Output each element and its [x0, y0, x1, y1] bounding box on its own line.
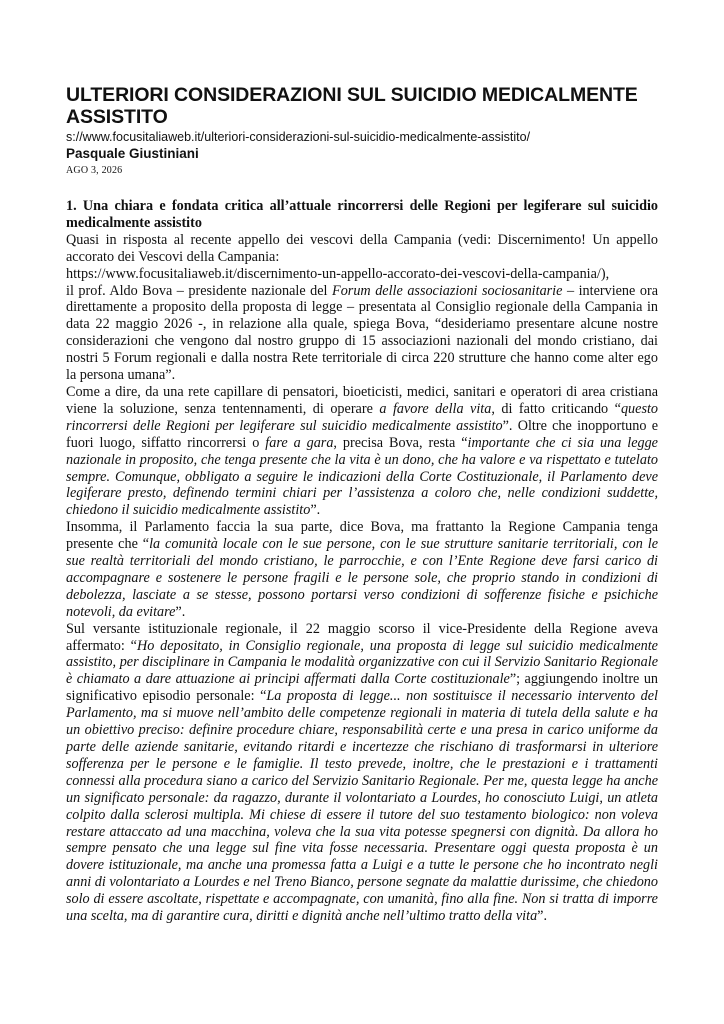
italic-span: importante che ci sia una legge nazionale in proposito, che tenga presente che la vita è un dono, che ha valore e va rispettato e tutelato sempre. Comunque, obbligato a seguire le indicazioni della Corte Costituzionale, il Parlamento deve legiferare presto, definendo termini chiari per l’assistenza a coloro che, nelle condizioni suddette, chiedono il suicidio medicalmente assistito: [66, 434, 658, 519]
author-name: Pasquale Giustiniani: [66, 146, 199, 161]
italic-span: fare a gara: [265, 434, 334, 451]
italic-span: Ho depositato, in Consiglio regionale, una proposta di legge sul suicidio medicalmente assistito, per disciplinare in Campania le modalità organizzative con cui il Servizio Sanitario Regionale è chiamato a dare attuazione ai principi affermati dalla Corte costituzionale: [66, 637, 658, 688]
paragraph-1: [66, 232, 658, 384]
link-text: https://www.focusitaliaweb.it/discernimento-un-appello-accorato-dei-vescovi-della-campania/),: [66, 265, 610, 282]
italic-span: Forum delle associazioni sociosanitarie: [332, 282, 563, 299]
paragraph-2: [66, 384, 658, 519]
text-span: il prof. Aldo Bova – presidente nazionale del: [66, 282, 333, 299]
italic-span: La proposta di legge... non sostituisce il necessario intervento del Parlamento, ma si muove nell’ambito delle competenze regionali in materia di tutela della salute e ha un obiettivo preciso: definire procedure chiare, responsabilità certe e una presa in carico uniforme da parte delle aziende sanitarie, evitando ritardi e incertezze che rischiano di trasformarsi in ulteriore sofferenza per le persone e le famiglie. Il testo prevede, inoltre, che le prestazioni e i trattamenti connessi alla procedura siano a carico del Servizio Sanitario Regionale. Per me, questa legge ha anche un significato personale: da ragazzo, durante il volontariato a Lourdes, ho conosciuto Luigi, un atleta colpito dalla sclerosi multipla. Mi chiese di essere il tutore del suo testamento biologico: non voleva restare attaccato ad una macchina, voleva che la sua vita potesse spegnersi con dignità. Da allora ho sempre pensato che una legge sul fine vita fosse necessaria. Presentare oggi questa proposta è un dovere istituzionale, ma anche una promessa fatta a Luigi e a tutte le persone che ho incontrato negli anni di volontariato a Lourdes e nel Treno Bianco, persone segnate da malattie durissime, che chiedono solo di essere ascoltate, rispettate e accompagnate, con umanità, fino alla fine. Non si tratta di imporre una scelta, ma di garantire cura, diritti e dignità anche nell’ultimo tratto della vita: [66, 688, 658, 925]
text-span: ”; aggiungendo inoltre un significativo episodio personale: “: [66, 671, 659, 705]
text-span: , di fatto criticando “: [491, 400, 621, 417]
text-span: – interviene ora direttamente a proposito della proposta di legge – presentata al Consiglio regionale della Campania in data 22 maggio 2026 -, in relazione alla quale, spiega Bova, “desideriamo presentare alcune nostre considerazioni che vengono dal nostro gruppo di 15 associazioni nazionali del mondo cristiano, dai nostri 5 Forum regionali e dalla nostra Rete territoriale di circa 220 strutture che hanno come alter ego la persona umana”.: [66, 282, 658, 384]
paragraph-4: [66, 621, 658, 925]
text-span: Quasi in risposta al recente appello dei vescovi della Campania (vedi: Discernimento! Un appello accorato dei Vescovi della Campania:: [66, 231, 658, 265]
article-body: [66, 198, 658, 925]
article-title: ULTERIORI CONSIDERAZIONI SUL SUICIDIO MEDICALMENTE ASSISTITO: [66, 84, 638, 128]
italic-span: questo rincorrersi delle Regioni per legiferare sul suicidio medicalmente assistito: [66, 400, 658, 434]
italic-span: a favore della vita: [379, 400, 492, 417]
text-span: Come a dire, da una rete capillare di pensatori, bioeticisti, medici, sanitari e operatori di area cristiana viene la soluzione, senza tentennamenti, di operare: [66, 383, 658, 417]
text-span: Insomma, il Parlamento faccia la sua parte, dice Bova, ma frattanto la Regione Campania tenga presente che “: [66, 519, 658, 553]
document-page: [66, 84, 658, 925]
section-heading: 1. Una chiara e fondata critica all’attuale rincorrersi delle Regioni per legiferare sul suicidio medicalmente assistito: [66, 198, 658, 231]
italic-span: la comunità locale con le sue persone, con le sue strutture sanitarie territoriali, con le sue realtà territoriali del mondo cristiano, le parrocchie, e con l’Ente Regione deve farsi carico di accompagnare e sostenere le persone fragili e le persone sole, che proprio stando in condizioni di debolezza, lasciate a se stesse, possono portarsi verso condizioni di sofferenze fisiche e psichiche notevoli, da evitare: [66, 536, 658, 620]
paragraph-3: [66, 519, 658, 620]
text-span: , precisa Bova, resta “: [333, 434, 468, 451]
source-url: s://www.focusitaliaweb.it/ulteriori-considerazioni-sul-suicidio-medicalmente-assistito/: [66, 130, 531, 144]
publish-date: AGO 3, 2026: [66, 165, 123, 176]
text-span: ”.: [537, 908, 548, 925]
text-span: ”.: [310, 502, 321, 519]
text-span: ”.: [175, 603, 186, 620]
text-span: ”. Oltre che inopportuno e fuori luogo, siffatto rincorrersi o: [66, 417, 658, 451]
text-span: Sul versante istituzionale regionale, il 22 maggio scorso il vice-Presidente della Regione aveva affermato: “: [66, 620, 658, 654]
